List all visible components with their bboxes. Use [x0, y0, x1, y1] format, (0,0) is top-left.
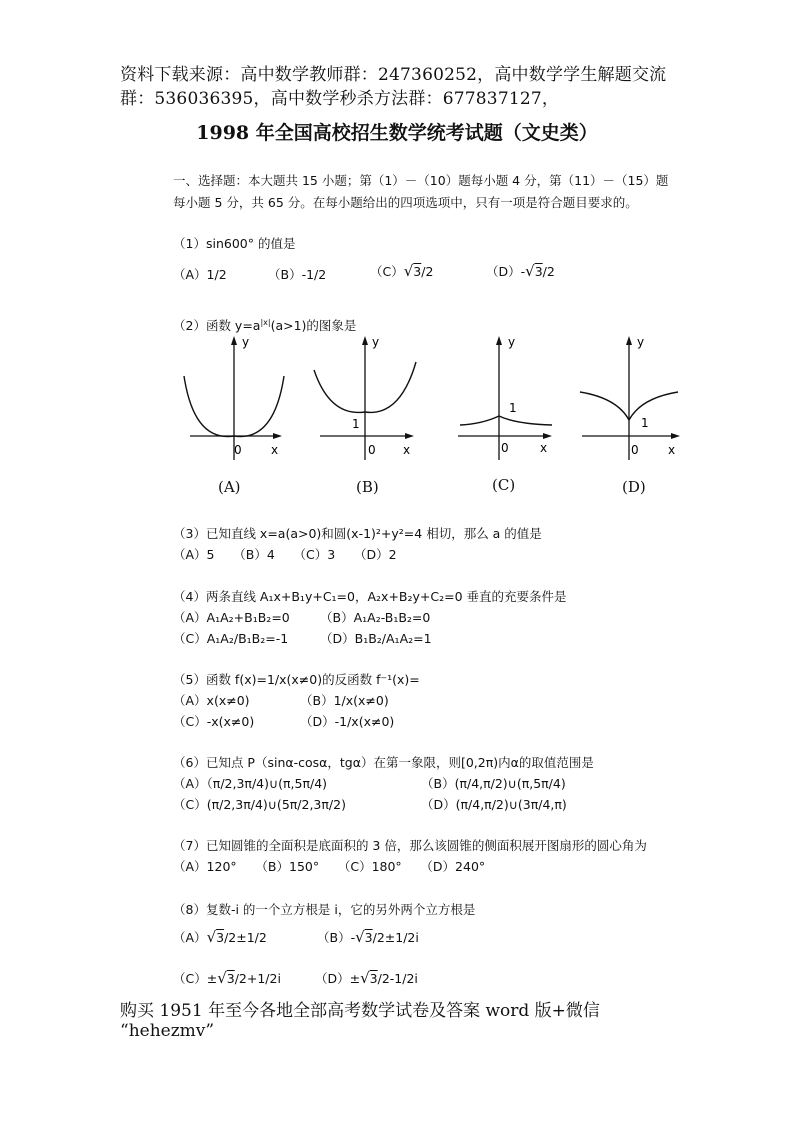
q6-stem: （6）已知点 P（sinα-cosα，tgα）在第一象限，则[0,2π)内α的取值范围是 — [173, 755, 594, 770]
graph-a — [178, 332, 288, 462]
q3-options: （A）5 （B）4 （C）3 （D）2 — [173, 547, 397, 562]
q5-option-d: （D）-1/x(x≠0) — [300, 714, 395, 729]
q4-stem: （4）两条直线 A₁x+B₁y+C₁=0，A₂x+B₂y+C₂=0 垂直的充要条件是 — [173, 589, 567, 604]
q5-option-c: （C）-x(x≠0) — [173, 714, 255, 729]
footer-line-2: “hehezmv” — [120, 1021, 215, 1041]
graph-b-x-label: x — [403, 443, 411, 457]
q6-option-c: （C）(π/2,3π/4)∪(5π/2,3π/2) — [173, 797, 346, 812]
q1-option-c: （C）√3/2 — [370, 262, 434, 280]
q6-option-d: （D）(π/4,π/2)∪(3π/4,π) — [421, 797, 567, 812]
graph-c-label: (C) — [492, 476, 516, 494]
graph-c-x-label: x — [540, 441, 548, 455]
graph-a-y-label: y — [242, 335, 250, 349]
graph-b-label: (B) — [356, 478, 379, 496]
q1-option-a: （A）1/2 — [173, 267, 227, 282]
graph-d-one: 1 — [641, 416, 649, 430]
q1-option-d: （D）-√3/2 — [486, 262, 555, 280]
graph-a-x-arrow — [273, 433, 282, 439]
q1-stem: （1）sin600° 的值是 — [173, 236, 296, 251]
graph-d-origin: 0 — [631, 443, 639, 457]
footer-line-1: 购买 1951 年至今各地全部高考数学试卷及答案 word 版+微信 — [120, 1001, 600, 1021]
graph-d-x-label: x — [668, 443, 676, 457]
q4-option-d: （D）B₁B₂/A₁A₂=1 — [320, 631, 432, 646]
page-title: 1998 年全国高校招生数学统考试题（文史类） — [196, 122, 598, 144]
graph-c-y-label: y — [508, 335, 516, 349]
graph-a-y-arrow — [231, 336, 237, 345]
graph-d-y-label: y — [637, 335, 645, 349]
graph-c-origin: 0 — [501, 441, 509, 455]
graph-b-y-arrow — [362, 336, 368, 345]
header-line-1: 资料下载来源：高中数学教师群：247360252，高中数学学生解题交流 — [120, 65, 667, 85]
q4-option-a: （A）A₁A₂+B₁B₂=0 — [173, 610, 290, 625]
graph-c-x-arrow — [543, 433, 552, 439]
graph-d-label: (D) — [622, 478, 646, 496]
q8-stem: （8）复数-i 的一个立方根是 i，它的另外两个立方根是 — [173, 902, 476, 917]
section-intro-line-2: 每小题 5 分，共 65 分。在每小题给出的四项选项中，只有一项是符合题目要求的。 — [173, 195, 638, 210]
q8-option-a: （A）√3/2±1/2 — [173, 928, 267, 946]
q8-option-c: （C）±√3/2+1/2i — [173, 969, 281, 987]
graph-a-label: (A) — [218, 478, 241, 496]
graph-c-curve — [460, 416, 552, 425]
graph-a-origin: 0 — [234, 443, 242, 457]
graph-d-y-arrow — [626, 336, 632, 345]
graph-b — [310, 332, 420, 462]
graph-d-x-arrow — [671, 433, 680, 439]
graph-b-x-arrow — [405, 433, 414, 439]
q5-stem: （5）函数 f(x)=1/x(x≠0)的反函数 f⁻¹(x)= — [173, 672, 420, 687]
section-intro-line-1: 一、选择题：本大题共 15 小题；第（1）－（10）题每小题 4 分，第（11）－（15）题 — [173, 173, 669, 188]
graph-c-one: 1 — [509, 401, 517, 415]
q3-stem: （3）已知直线 x=a(a>0)和圆(x-1)²+y²=4 相切，那么 a 的值是 — [173, 526, 542, 541]
q5-option-b: （B）1/x(x≠0) — [300, 693, 389, 708]
graph-c-y-arrow — [496, 336, 502, 345]
q4-option-b: （B）A₁A₂-B₁B₂=0 — [320, 610, 431, 625]
q7-options: （A）120° （B）150° （C）180° （D）240° — [173, 859, 486, 874]
graph-d — [572, 332, 684, 462]
q8-option-d: （D）±√3/2-1/2i — [315, 969, 418, 987]
q4-option-c: （C）A₁A₂/B₁B₂=-1 — [173, 631, 289, 646]
header-line-2: 群：536036395，高中数学秒杀方法群：677837127， — [120, 89, 560, 109]
q6-option-b: （B）(π/4,π/2)∪(π,5π/4) — [421, 776, 566, 791]
graph-b-origin: 0 — [368, 443, 376, 457]
graph-c — [452, 332, 562, 462]
q1-option-b: （B）-1/2 — [268, 267, 327, 282]
q7-stem: （7）已知圆锥的全面积是底面积的 3 倍，那么该圆锥的侧面积展开图扇形的圆心角为 — [173, 838, 647, 853]
q6-option-a: （A）（π/2,3π/4)∪(π,5π/4) — [173, 776, 328, 791]
graph-a-x-label: x — [271, 443, 279, 457]
graph-b-one: 1 — [352, 417, 360, 431]
q8-option-b: （B）-√3/2±1/2i — [317, 928, 419, 946]
graph-b-y-label: y — [372, 335, 380, 349]
q2-stem: （2）函数 $y=a^{|x|}(a>1)$的图象是 — [173, 317, 357, 333]
q5-option-a: （A）x(x≠0) — [173, 693, 250, 708]
